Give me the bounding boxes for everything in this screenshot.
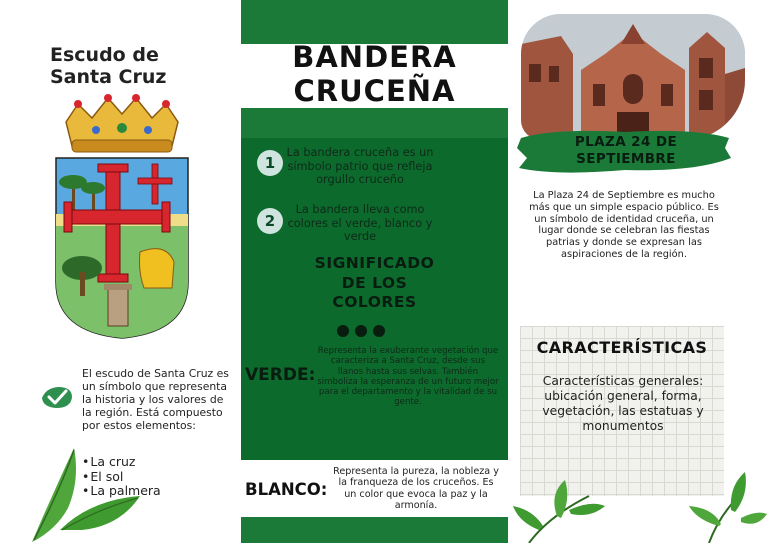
shield-icon: [56, 158, 188, 338]
plaza-description: La Plaza 24 de Septiembre es mucho más que un simple espacio público. Es un símbolo de identidad cruceña, un lugar donde se celebran las fiestas patrias y donde se expresan las aspiraciones de la región.: [529, 190, 719, 260]
escudo-title: [50, 44, 220, 88]
dot-icon: [337, 325, 349, 337]
crest-description: El escudo de Santa Cruz es un símbolo que representa la historia y los valores de la región. Está compuesto por estos elementos:: [82, 367, 229, 432]
panel-escudo: [0, 0, 240, 543]
dot-icon: [355, 325, 367, 337]
verde-description: Representa la exuberante vegetación que caracteriza a Santa Cruz, desde sus llanos hasta sus selvas. También simboliza la esperanza de un futuro mejor para el departamento y la vitalidad de su gente.: [317, 346, 499, 408]
escudo-title-line2: Santa Cruz: [50, 66, 167, 88]
plaza-title: [531, 134, 721, 168]
caracteristicas-text: Características generales: ubicación general, forma, vegetación, las estatuas y monumentos: [542, 374, 704, 433]
dot-icon: [373, 325, 385, 337]
significado-line3: COLORES: [332, 293, 417, 311]
flag-band-bottom: [241, 517, 508, 543]
point-2-text: La bandera lleva como colores el verde, blanco y verde: [287, 203, 433, 243]
panel-bandera: [241, 0, 508, 543]
number-badge-1: 1: [257, 150, 283, 176]
bandera-title-line2: CRUCEÑA: [293, 74, 456, 108]
flag-band-upper: [241, 108, 508, 138]
dots-decoration: [337, 322, 391, 341]
blanco-label: BLANCO:: [245, 480, 328, 499]
escudo-title-line1: Escudo de: [50, 44, 159, 66]
list-item: • La palmera: [82, 484, 161, 499]
plaza-title-line2: SEPTIEMBRE: [576, 151, 676, 167]
point-1-text: La bandera cruceña es un símbolo patrio que refleja orgullo cruceño: [286, 146, 434, 186]
cathedral-photo: [521, 14, 745, 140]
crest-elements-list: [82, 455, 161, 499]
panel-plaza: [509, 0, 768, 543]
check-icon: [38, 384, 74, 410]
verde-label: VERDE:: [245, 365, 316, 385]
plaza-title-line1: PLAZA 24 DE: [574, 134, 678, 150]
blanco-description: Representa la pureza, la nobleza y la franqueza de los cruceños. Es un color que evoca la paz y la armonía.: [333, 466, 499, 511]
significado-line1: SIGNIFICADO: [314, 254, 435, 272]
significado-line2: DE LOS: [341, 273, 408, 292]
crest-icon: [48, 92, 196, 340]
leaf-icon: [509, 466, 768, 543]
bandera-title-line1: BANDERA: [292, 40, 457, 74]
list-item: • La cruz: [82, 455, 161, 470]
bandera-title: [241, 40, 508, 108]
number-badge-2: 2: [257, 208, 283, 234]
significado-title: [241, 254, 508, 313]
crown-icon: [66, 94, 178, 152]
flag-band-top: [241, 0, 508, 44]
caracteristicas-title: CARACTERÍSTICAS: [536, 338, 708, 357]
list-item: • El sol: [82, 470, 161, 485]
cathedral-image: [521, 14, 745, 140]
